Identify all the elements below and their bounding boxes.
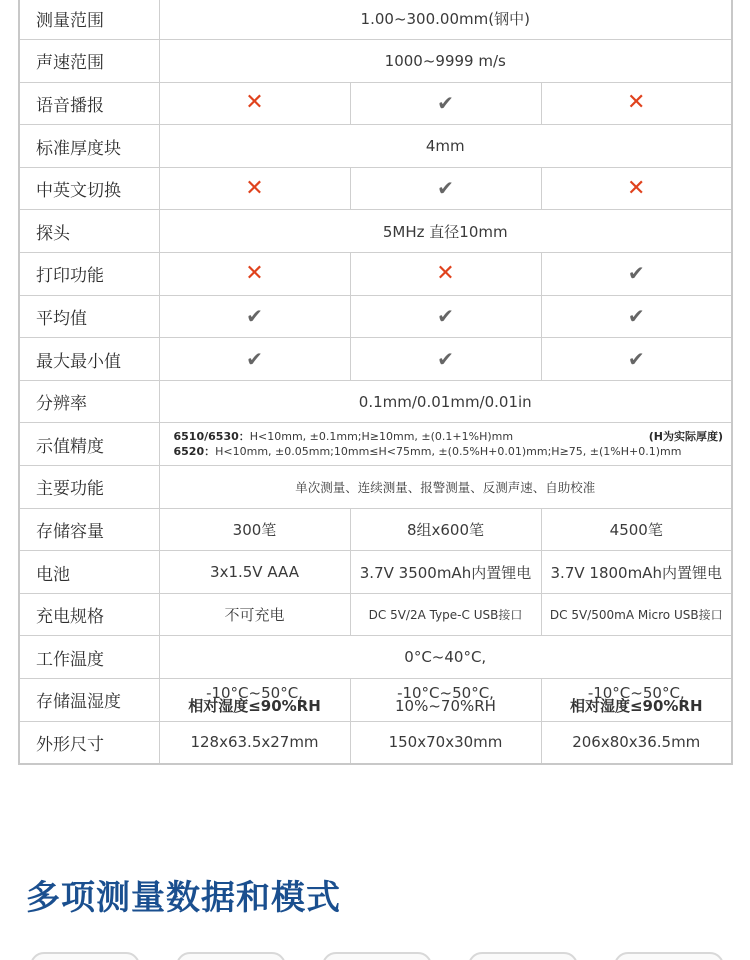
row-label: 测量范围 <box>19 0 159 40</box>
table-row <box>19 679 732 722</box>
table-row <box>19 253 732 296</box>
row-cell <box>350 82 541 125</box>
check-icon: ✔ <box>627 261 645 286</box>
cross-icon: ✕ <box>627 90 646 116</box>
table-row <box>19 0 732 40</box>
row-label: 平均值 <box>19 295 159 338</box>
row-cell: 206x80x36.5mm <box>541 721 732 764</box>
row-label: 标准厚度块 <box>19 125 159 168</box>
accuracy-text: H<10mm, ±0.05mm;10mm≤H<75mm, ±(0.5%H+0.01)mm;H≥75, ±(1%H+0.1)mm <box>215 445 682 459</box>
row-label: 电池 <box>19 551 159 594</box>
row-cell: DC 5V/2A Type-C USB接口 <box>350 593 541 636</box>
section-title: 多项测量数据和模式 <box>26 878 341 918</box>
row-cell <box>541 679 732 722</box>
row-label: 存储温湿度 <box>19 679 159 722</box>
row-label: 打印功能 <box>19 253 159 296</box>
row-value: 0°C~40°C, <box>159 636 732 679</box>
table-row <box>19 40 732 83</box>
row-label: 示值精度 <box>19 423 159 466</box>
row-value: 5MHz 直径10mm <box>159 210 732 253</box>
stack-bottom: 相对湿度≤90%RH <box>569 696 703 715</box>
row-label: 外形尺寸 <box>19 721 159 764</box>
row-cell: 不可充电 <box>159 593 350 636</box>
accuracy-note: (H为实际厚度) <box>648 430 723 444</box>
spec-table <box>18 0 733 765</box>
row-cell <box>541 167 732 210</box>
check-icon: ✔ <box>246 303 263 328</box>
check-icon: ✔ <box>437 303 454 328</box>
accuracy-line-1 <box>174 429 724 444</box>
row-label: 分辨率 <box>19 380 159 423</box>
cross-icon: ✕ <box>436 260 455 286</box>
mode-thumbnail[interactable] <box>468 952 578 960</box>
check-icon: ✔ <box>437 176 454 201</box>
stack-bottom: 相对湿度≤90%RH <box>188 696 321 715</box>
row-label: 探头 <box>19 210 159 253</box>
table-row <box>19 210 732 253</box>
table-row <box>19 82 732 125</box>
accuracy-model: 6510/6530： <box>173 430 250 444</box>
row-value: 0.1mm/0.01mm/0.01in <box>159 380 732 423</box>
table-row <box>19 338 732 381</box>
row-cell: 150x70x30mm <box>350 721 541 764</box>
stack-bottom: 10%~70%RH <box>395 696 496 715</box>
row-value: 1000~9999 m/s <box>159 40 732 83</box>
stack-top: -10°C~50°C, <box>397 683 494 702</box>
row-value: 1.00~300.00mm(钢中) <box>159 0 732 40</box>
row-cell <box>541 253 732 296</box>
row-cell: 300笔 <box>159 508 350 551</box>
row-value: 单次测量、连续测量、报警测量、反测声速、自助校准 <box>159 466 732 509</box>
row-cell <box>350 295 541 338</box>
row-cell: 128x63.5x27mm <box>159 721 350 764</box>
mode-thumbnail[interactable] <box>614 952 724 960</box>
row-label: 主要功能 <box>19 466 159 509</box>
stack-top: -10°C~50°C, <box>206 683 303 702</box>
row-label: 中英文切换 <box>19 167 159 210</box>
check-icon: ✔ <box>246 346 263 371</box>
cross-icon: ✕ <box>245 175 264 201</box>
row-cell <box>350 167 541 210</box>
check-icon: ✔ <box>437 346 454 371</box>
row-cell <box>159 253 350 296</box>
row-cell: DC 5V/500mA Micro USB接口 <box>541 593 732 636</box>
row-cell: 4500笔 <box>541 508 732 551</box>
check-icon: ✔ <box>437 90 454 115</box>
table-row <box>19 508 732 551</box>
accuracy-cell <box>159 423 732 466</box>
check-icon: ✔ <box>627 346 645 371</box>
row-cell <box>350 679 541 722</box>
table-row <box>19 636 732 679</box>
table-row <box>19 423 732 466</box>
cross-icon: ✕ <box>245 90 264 116</box>
row-cell: 3x1.5V AAA <box>159 551 350 594</box>
row-cell <box>350 253 541 296</box>
accuracy-model: 6520： <box>173 445 216 459</box>
row-cell <box>541 295 732 338</box>
row-label: 充电规格 <box>19 593 159 636</box>
row-cell: 8组x600笔 <box>350 508 541 551</box>
table-row <box>19 167 732 210</box>
row-value: 4mm <box>159 125 732 168</box>
mode-thumbnails <box>30 952 730 960</box>
table-row <box>19 721 732 764</box>
row-cell <box>159 679 350 722</box>
row-cell <box>159 295 350 338</box>
table-row <box>19 593 732 636</box>
check-icon: ✔ <box>627 303 645 328</box>
row-cell: 3.7V 3500mAh内置锂电 <box>350 551 541 594</box>
row-cell <box>541 338 732 381</box>
row-label: 存储容量 <box>19 508 159 551</box>
table-row <box>19 295 732 338</box>
stack-top: -10°C~50°C, <box>587 683 685 702</box>
table-row <box>19 466 732 509</box>
row-label: 语音播报 <box>19 82 159 125</box>
row-cell <box>541 82 732 125</box>
cross-icon: ✕ <box>245 260 264 286</box>
table-row <box>19 380 732 423</box>
table-row <box>19 551 732 594</box>
accuracy-line-2 <box>174 444 724 459</box>
row-cell <box>159 338 350 381</box>
table-row <box>19 125 732 168</box>
row-cell <box>350 338 541 381</box>
cross-icon: ✕ <box>627 175 646 201</box>
mode-thumbnail[interactable] <box>176 952 286 960</box>
row-cell: 3.7V 1800mAh内置锂电 <box>541 551 732 594</box>
mode-thumbnail[interactable] <box>30 952 140 960</box>
row-label: 最大最小值 <box>19 338 159 381</box>
row-cell <box>159 167 350 210</box>
row-label: 声速范围 <box>19 40 159 83</box>
row-cell <box>159 82 350 125</box>
mode-thumbnail[interactable] <box>322 952 432 960</box>
row-label: 工作温度 <box>19 636 159 679</box>
accuracy-text: H<10mm, ±0.1mm;H≥10mm, ±(0.1+1%H)mm <box>249 430 514 444</box>
